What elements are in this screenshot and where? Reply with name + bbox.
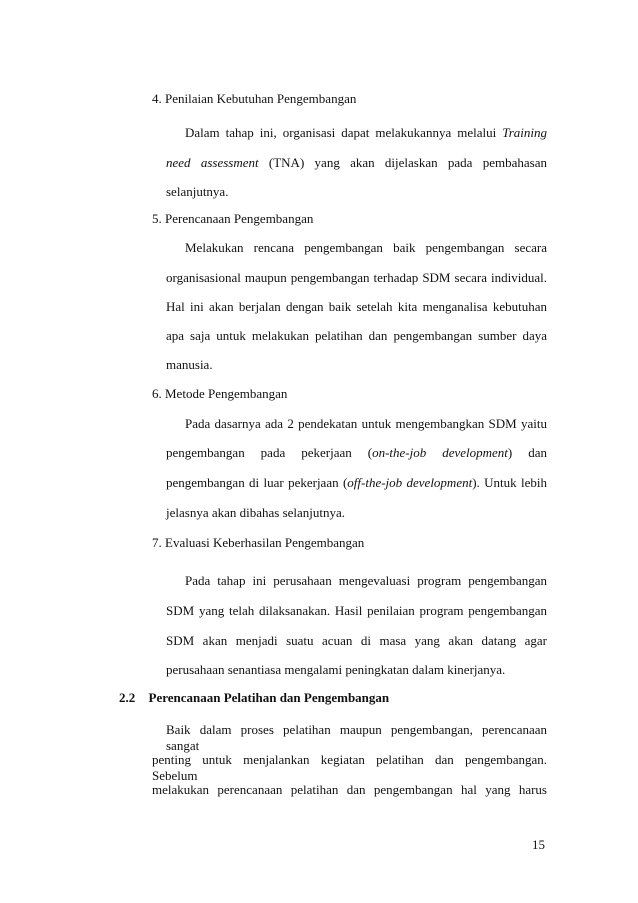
item-6-line-4 bbox=[166, 505, 345, 521]
page-number: 15 bbox=[532, 837, 545, 852]
item-6-heading: 6. Metode Pengembangan bbox=[152, 386, 288, 401]
item-5-line-3 bbox=[166, 299, 547, 315]
item-5-line-2 bbox=[166, 270, 547, 286]
section-line-2 bbox=[152, 752, 547, 784]
text-run: manusia. bbox=[166, 357, 213, 372]
italic-term: on-the-job development bbox=[372, 445, 508, 460]
text-run: pengembangan pada pekerjaan ( bbox=[166, 445, 373, 460]
text-run: SDM yang telah dilaksanakan. Hasil penilaian program pengembangan bbox=[166, 603, 547, 618]
text-run: selanjutnya. bbox=[166, 184, 229, 199]
text-run: Melakukan rencana pengembangan baik pengembangan secara bbox=[185, 240, 547, 255]
item-6-line-2 bbox=[166, 445, 547, 461]
section-line-1 bbox=[166, 722, 547, 754]
text-run: melakukan perencanaan pelatihan dan pengembangan hal yang harus bbox=[152, 782, 547, 797]
item-7-heading: 7. Evaluasi Keberhasilan Pengembangan bbox=[152, 535, 365, 550]
italic-term: need assessment bbox=[166, 155, 259, 170]
section-number: 2.2 bbox=[119, 690, 136, 705]
text-run: apa saja untuk melakukan pelatihan dan pengembangan sumber daya bbox=[166, 328, 547, 343]
item-4-line-2 bbox=[166, 155, 547, 171]
text-run: Pada dasarnya ada 2 pendekatan untuk mengembangkan SDM yaitu bbox=[185, 416, 547, 431]
text-run: Baik dalam proses pelatihan maupun pengembangan, perencanaan sangat bbox=[166, 722, 547, 753]
item-4-line-1 bbox=[185, 125, 547, 141]
item-6-line-1 bbox=[185, 416, 547, 432]
item-6-line-3 bbox=[166, 475, 547, 491]
text-run: Pada tahap ini perusahaan mengevaluasi program pengembangan bbox=[185, 573, 547, 588]
text-run: ) dan bbox=[507, 445, 547, 460]
item-7-line-4 bbox=[166, 662, 505, 678]
italic-term: Training bbox=[502, 125, 547, 140]
text-run: SDM akan menjadi suatu acuan di masa yang akan datang agar bbox=[166, 633, 547, 648]
text-run: ). Untuk lebih bbox=[472, 475, 547, 490]
text-run: organisasional maupun pengembangan terhadap SDM secara individual. bbox=[166, 270, 547, 285]
section-title: Perencanaan Pelatihan dan Pengembangan bbox=[148, 690, 390, 705]
item-4-line-3 bbox=[166, 184, 228, 200]
text-run: Dalam tahap ini, organisasi dapat melakukannya melalui bbox=[185, 125, 503, 140]
text-run: jelasnya akan dibahas selanjutnya. bbox=[166, 505, 346, 520]
item-5-line-5 bbox=[166, 357, 213, 373]
item-5-line-1 bbox=[185, 240, 547, 256]
text-run: (TNA) yang akan dijelaskan pada pembahasan bbox=[258, 155, 547, 170]
italic-term: off-the-job development bbox=[347, 475, 473, 490]
text-run: penting untuk menjalankan kegiatan pelatihan dan pengembangan. Sebelum bbox=[152, 752, 547, 783]
text-run: Hal ini akan berjalan dengan baik setelah kita menganalisa kebutuhan bbox=[166, 299, 547, 314]
item-5-heading: 5. Perencanaan Pengembangan bbox=[152, 211, 314, 226]
item-7-line-3 bbox=[166, 633, 547, 649]
text-run: perusahaan senantiasa mengalami peningkatan dalam kinerjanya. bbox=[166, 662, 506, 677]
section-heading bbox=[119, 690, 389, 706]
item-5-line-4 bbox=[166, 328, 547, 344]
item-4-heading: 4. Penilaian Kebutuhan Pengembangan bbox=[152, 91, 357, 106]
section-line-3 bbox=[152, 782, 547, 798]
item-7-line-2 bbox=[166, 603, 547, 619]
text-run: pengembangan di luar pekerjaan ( bbox=[166, 475, 348, 490]
item-7-line-1 bbox=[185, 573, 547, 589]
